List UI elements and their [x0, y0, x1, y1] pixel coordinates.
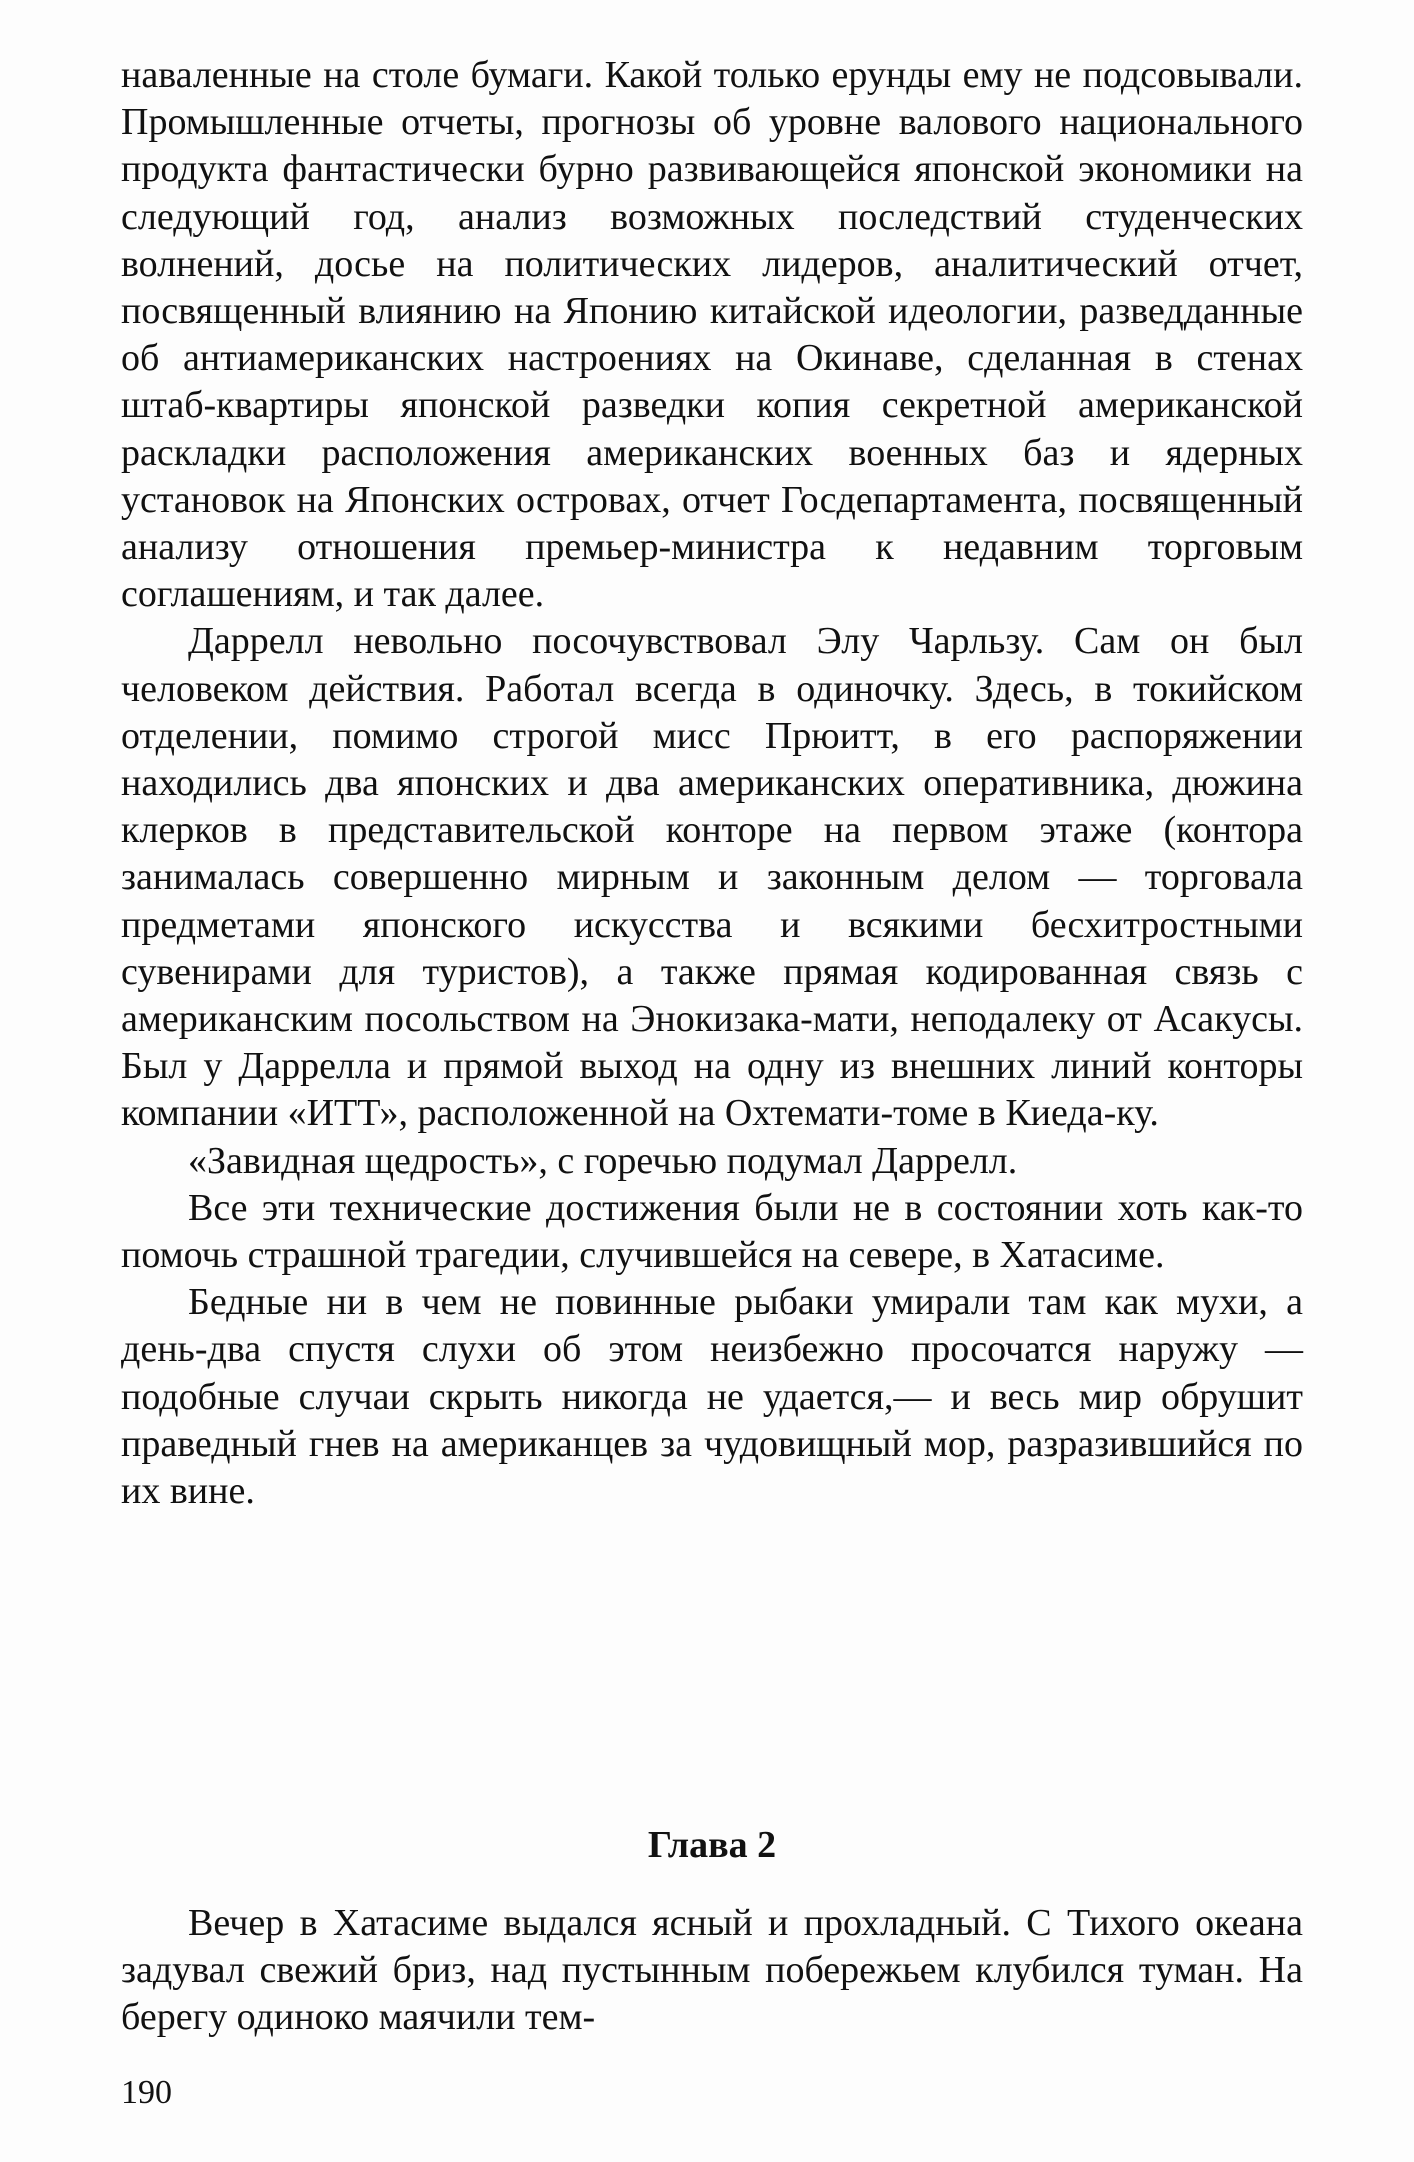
- paragraph: «Завидная щедрость», с горечью подумал Даррелл.: [188, 1139, 1018, 1182]
- paragraph: Даррелл невольно посочувствовал Элу Чарльзу. Сам он был человеком действия. Работал всегда в одиночку. Здесь, в токийском отделении, помимо строгой мисс Прюитт, в его распоряжении находились два японских и два американских оперативника, дюжина клерков в представительской конторе на первом этаже (контора занималась совершенно мирным и законным делом — торговала предметами японского искусства и всякими бесхитростными сувенирами для туристов), а также прямая кодированная связь с американским посольством на Энокизака-мати, неподалеку от Асакусы. Был у Даррелла и прямой выход на одну из внешних линий конторы компании «ИТТ», расположенной на Охтемати-томе в Киеда-ку.: [121, 620, 1303, 1135]
- chapter-body: [121, 1900, 1303, 2042]
- paragraph-continuation: наваленные на столе бумаги. Какой только ерунды ему не подсовывали. Промышленные отчеты, прогнозы об уровне валового национального продукта фантастически бурно развивающейся японской экономики на следующий год, анализ возможных последствий студенческих волнений, досье на политических лидеров, аналитический отчет, посвященный влиянию на Японию китайской идеологии, разведданные об антиамериканских настроениях на Окинаве, сделанная в стенах штаб-квартиры японской разведки копия секретной американской раскладки расположения американских военных баз и ядерных установок на Японских островах, отчет Госдепартамента, посвященный анализу отношения премьер-министра к недавним торговым соглашениям, и так далее.: [121, 54, 1303, 616]
- paragraph: Вечер в Хатасиме выдался ясный и прохладный. С Тихого океана задувал свежий бриз, над пустынным побережьем клубился туман. На берегу одиноко маячили тем-: [121, 1902, 1303, 2039]
- page-number: 190: [121, 2074, 172, 2111]
- body-text: [121, 52, 1303, 1515]
- chapter-heading: Глава 2: [647, 1824, 777, 1866]
- paragraph: Бедные ни в чем не повинные рыбаки умирали там как мухи, а день-два спустя слухи об этом неизбежно просочатся наружу — подобные случаи скрыть никогда не удается,— и весь мир обрушит праведный гнев на американцев за чудовищный мор, разразившийся по их вине.: [121, 1281, 1303, 1513]
- paragraph: Все эти технические достижения были не в состоянии хоть как-то помочь страшной трагедии, случившейся на севере, в Хатасиме.: [121, 1186, 1303, 1277]
